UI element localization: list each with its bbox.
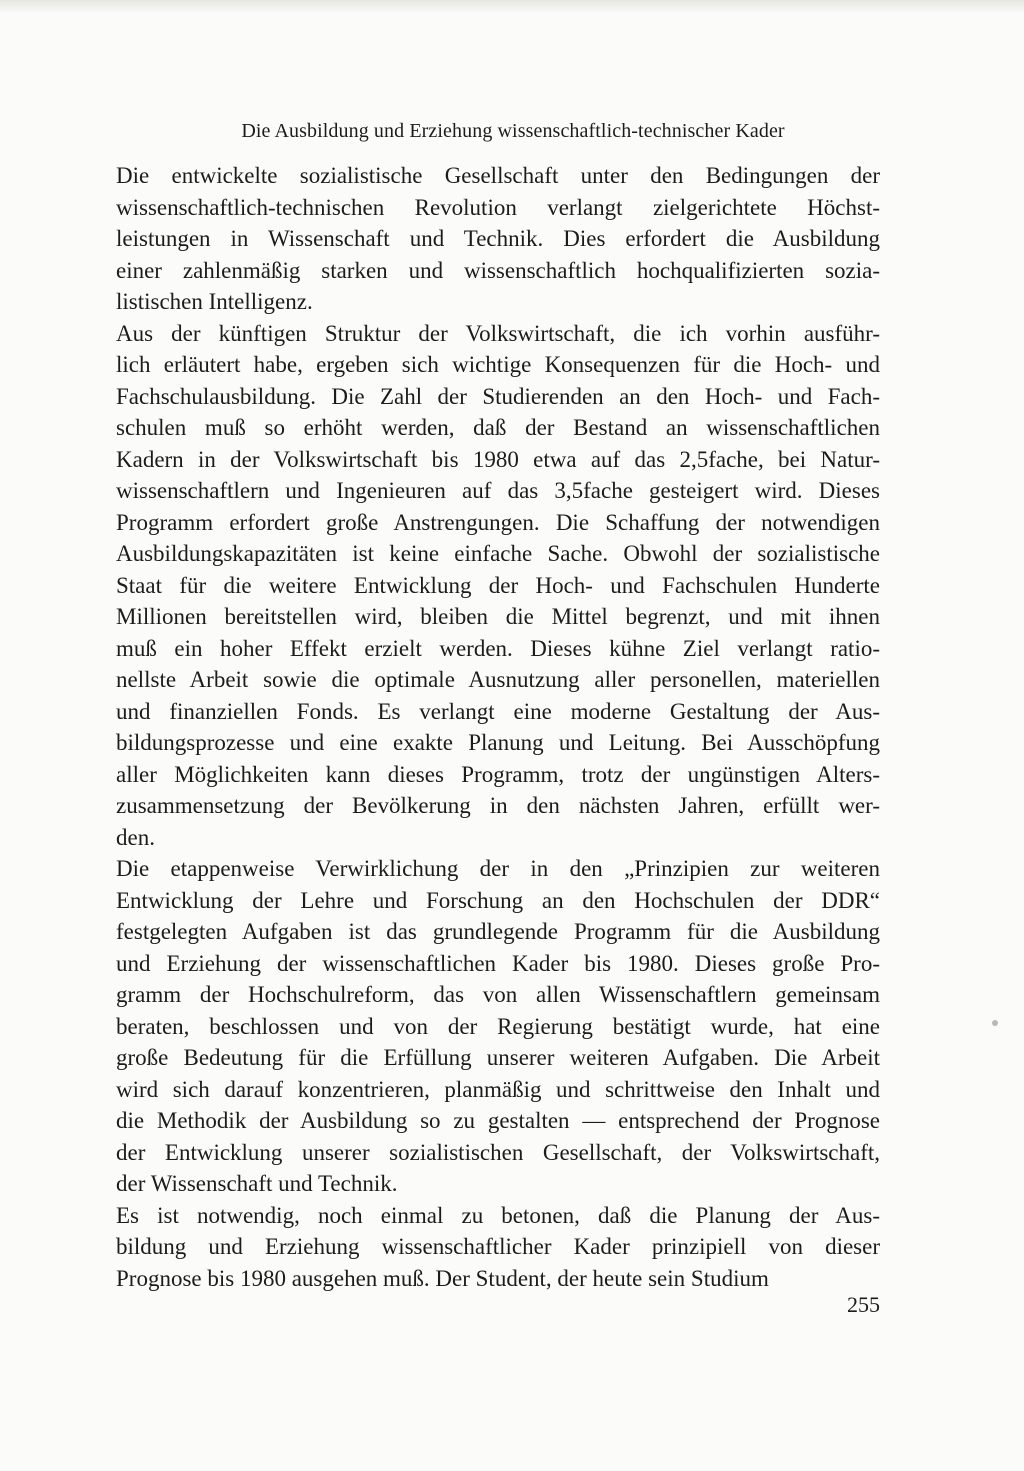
text-line: lich erläutert habe, ergeben sich wichtige Konsequenzen für die Hoch- und xyxy=(116,352,880,377)
text-line: bildungsprozesse und eine exakte Planung und Leitung. Bei Ausschöpfung xyxy=(116,730,880,755)
text-line: beraten, beschlossen und von der Regierung bestätigt wurde, hat eine xyxy=(116,1013,880,1039)
text-line: leistungen in Wissenschaft und Technik. Dies erfordert die Ausbildung xyxy=(116,226,880,251)
text-line: große Bedeutung für die Erfüllung unserer weiteren Aufgaben. Die Arbeit xyxy=(116,1045,880,1070)
text-line: Es ist notwendig, noch einmal zu betonen, daß die Planung der Aus- xyxy=(116,1202,880,1228)
text-line: Ausbildungskapazitäten ist keine einfache Sache. Obwohl der sozialistische xyxy=(116,541,880,566)
running-head: Die Ausbildung und Erziehung wissenschaftlich-technischer Kader xyxy=(241,120,785,142)
text-line: Prognose bis 1980 ausgehen muß. Der Student, der heute sein Studium xyxy=(116,1265,769,1291)
text-line: aller Möglichkeiten kann dieses Programm, trotz der ungünstigen Alters- xyxy=(116,761,880,787)
text-line: bildung und Erziehung wissenschaftlicher Kader prinzipiell von dieser xyxy=(116,1234,880,1259)
text-line: Die entwickelte sozialistische Gesellschaft unter den Bedingungen der xyxy=(116,163,880,188)
text-line: und Erziehung der wissenschaftlichen Kader bis 1980. Dieses große Pro- xyxy=(116,950,880,976)
scan-speck xyxy=(992,1020,998,1026)
paragraph-1 xyxy=(116,160,880,318)
text-line: wissenschaftlern und Ingenieuren auf das 3,5fache gesteigert wird. Dieses xyxy=(116,478,880,503)
body-text xyxy=(116,160,880,1294)
text-line: gramm der Hochschulreform, das von allen Wissenschaftlern gemeinsam xyxy=(116,982,880,1007)
text-line: festgelegten Aufgaben ist das grundlegende Programm für die Ausbildung xyxy=(116,919,880,944)
text-line: schulen muß so erhöht werden, daß der Bestand an wissenschaftlichen xyxy=(116,415,880,440)
page-number: 255 xyxy=(847,1292,880,1317)
text-line: Die etappenweise Verwirklichung der in den „Prinzipien zur weiteren xyxy=(116,856,880,881)
paragraph-3 xyxy=(116,853,880,1200)
text-line: den. xyxy=(116,824,155,850)
paragraph-2 xyxy=(116,318,880,854)
text-line: der Wissenschaft und Technik. xyxy=(116,1171,398,1196)
paragraph-4 xyxy=(116,1200,880,1295)
text-line: Kadern in der Volkswirtschaft bis 1980 etwa auf das 2,5fache, bei Natur- xyxy=(116,446,880,472)
text-line: Aus der künftigen Struktur der Volkswirtschaft, die ich vorhin ausführ- xyxy=(116,320,880,346)
text-line: Fachschulausbildung. Die Zahl der Studierenden an den Hoch- und Fach- xyxy=(116,383,880,409)
text-line: zusammensetzung der Bevölkerung in den nächsten Jahren, erfüllt wer- xyxy=(116,793,880,818)
text-line: Staat für die weitere Entwicklung der Hoch- und Fachschulen Hunderte xyxy=(116,572,880,598)
text-line: Programm erfordert große Anstrengungen. Die Schaffung der notwendigen xyxy=(116,509,880,535)
text-line: listischen Intelligenz. xyxy=(116,289,313,314)
text-line: Entwicklung der Lehre und Forschung an den Hochschulen der DDR“ xyxy=(116,887,880,913)
scan-edge-shadow xyxy=(0,0,1024,14)
text-line: nellste Arbeit sowie die optimale Ausnutzung aller personellen, materiellen xyxy=(116,667,880,692)
text-line: wissenschaftlich-technischen Revolution verlangt zielgerichtete Höchst- xyxy=(116,194,880,220)
text-line: wird sich darauf konzentrieren, planmäßig und schrittweise den Inhalt und xyxy=(116,1076,880,1102)
text-line: muß ein hoher Effekt erzielt werden. Dieses kühne Ziel verlangt ratio- xyxy=(116,635,880,661)
text-line: die Methodik der Ausbildung so zu gestalten — entsprechend der Prognose xyxy=(116,1108,880,1133)
text-line: und finanziellen Fonds. Es verlangt eine moderne Gestaltung der Aus- xyxy=(116,698,880,724)
text-line: Millionen bereitstellen wird, bleiben die Mittel begrenzt, und mit ihnen xyxy=(116,604,880,629)
text-line: der Entwicklung unserer sozialistischen Gesellschaft, der Volkswirtschaft, xyxy=(116,1139,880,1165)
text-line: einer zahlenmäßig starken und wissenschaftlich hochqualifizierten sozia- xyxy=(116,257,880,283)
